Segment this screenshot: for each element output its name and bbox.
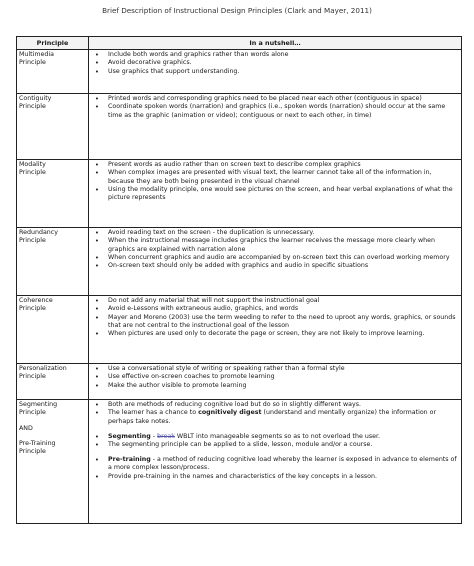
principle-line: Contiguity	[19, 95, 52, 103]
text-run: (understand and mentally organize) the information or perhaps take notes.	[108, 409, 437, 425]
text-run: WBLT into manageable segments so as to not overload the user.	[174, 432, 381, 440]
emphasis-text: Segmenting	[108, 432, 151, 440]
table-row	[17, 296, 462, 364]
principle-line: Principle	[19, 305, 46, 313]
header-row	[17, 37, 462, 50]
table-row	[17, 364, 462, 400]
table-row	[17, 160, 462, 228]
list-item: • Using the modality principle, one would see pictures on the screen, and hear verbal explanations of what the picture represents	[91, 186, 459, 202]
list-item: • Make the author visible to promote learning	[91, 382, 459, 390]
principle-line: Principle	[19, 169, 46, 177]
list-item: • Do not add any material that will not support the instructional goal	[91, 297, 459, 305]
principle-name	[17, 94, 89, 160]
list-item: • Mayer and Moreno (2003) use the term weeding to refer to the need to uproot any words, graphics, or sounds that are not central to the instructional goal of the lesson	[91, 314, 459, 330]
principle-line: Principle	[19, 373, 46, 381]
principle-description	[89, 364, 462, 400]
principle-line: Personalization	[19, 365, 67, 373]
document-title: Brief Description of Instructional Design Principles (Clark and Mayer, 2011)	[102, 6, 372, 15]
principle-name	[17, 50, 89, 94]
list-item: • Avoid decorative graphics.	[91, 59, 459, 67]
principle-line: Modality	[19, 161, 46, 169]
list-item	[91, 409, 459, 425]
table-row	[17, 400, 462, 524]
table-row	[17, 50, 462, 94]
principle-line: Principle	[19, 103, 46, 111]
principle-line: Principle	[19, 237, 46, 245]
principle-line: Pre-Training	[19, 439, 56, 447]
principle-description	[89, 400, 462, 524]
table-row	[17, 94, 462, 160]
list-item: • The segmenting principle can be applied to a slide, lesson, module and/or a course.	[91, 441, 459, 449]
text-run: -	[150, 432, 158, 440]
list-item: • Provide pre-training in the names and characteristics of the key concepts in a lesson.	[91, 473, 459, 481]
list-item: • Present words as audio rather than on screen text to describe complex graphics	[91, 161, 459, 169]
list-item: • Coordinate spoken words (narration) and graphics (i.e., spoken words (narration) should occur at the same time as the graphic (animation or video); contiguous or next to each other, in time)	[91, 103, 459, 119]
table-row	[17, 228, 462, 296]
list-item: • On-screen text should only be added with graphics and audio in specific situations	[91, 262, 459, 270]
principle-name	[17, 160, 89, 228]
principle-description	[89, 228, 462, 296]
list-item: • When the instructional message includes graphics the learner receives the message more clearly when graphics are explained with narration alone	[91, 237, 459, 253]
principle-line: Segmenting	[19, 401, 58, 409]
header-nutshell: In a nutshell…	[89, 37, 462, 50]
list-item: • Include both words and graphics rather than words alone	[91, 51, 459, 59]
list-item: • Use a conversational style of writing or speaking rather than a formal style	[91, 365, 459, 373]
list-item: • When complex images are presented with visual text, the learner cannot take all of the information in, because they are both being presented in the visual channel	[91, 169, 459, 185]
principle-name	[17, 296, 89, 364]
struck-text: break	[157, 432, 175, 440]
list-item: • Both are methods of reducing cognitive load but do so in slightly different ways.	[91, 401, 459, 409]
list-item: • When pictures are used only to decorate the page or screen, they are not likely to improve learning.	[91, 330, 459, 338]
text-run: The learner has a chance to	[108, 409, 199, 417]
principle-line: Principle	[19, 409, 46, 417]
list-item: • Use graphics that support understanding.	[91, 68, 459, 76]
text-run: - a method of reducing cognitive load whereby the learner is exposed in advance to elements of a more complex lesson/process.	[108, 456, 457, 472]
principle-description	[89, 94, 462, 160]
list-item	[91, 456, 459, 472]
principle-line: Multimedia	[19, 51, 55, 59]
principle-name	[17, 364, 89, 400]
list-item: • Printed words and corresponding graphics need to be placed near each other (contiguous in space)	[91, 95, 459, 103]
list-item: • Avoid e-Lessons with extraneous audio, graphics, and words	[91, 305, 459, 313]
emphasis-text: Pre-training	[108, 456, 151, 464]
principle-description	[89, 50, 462, 94]
principle-description	[89, 160, 462, 228]
principle-name	[17, 400, 89, 524]
principle-description	[89, 296, 462, 364]
principle-name	[17, 228, 89, 296]
principle-line: AND	[19, 424, 33, 432]
principle-line: Coherence	[19, 297, 53, 305]
list-item	[91, 433, 459, 441]
list-item: • Use effective on-screen coaches to promote learning	[91, 373, 459, 381]
emphasis-text: cognitively digest	[198, 409, 262, 417]
list-item: • When concurrent graphics and audio are accompanied by on-screen text this can overload working memory	[91, 254, 459, 262]
principles-table	[16, 36, 462, 524]
list-item: • Avoid reading text on the screen - the duplication is unnecessary.	[91, 229, 459, 237]
principle-line: Redundancy	[19, 229, 58, 237]
principle-line: Principle	[19, 448, 46, 456]
header-principle: Principle	[17, 37, 89, 50]
principle-line: Principle	[19, 59, 46, 67]
